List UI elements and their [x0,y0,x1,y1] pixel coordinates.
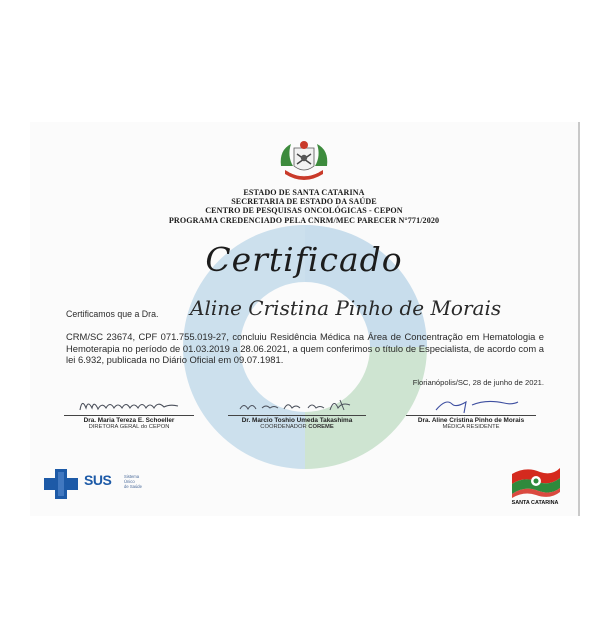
recipient-name: Aline Cristina Pinho de Morais [190,296,502,320]
sus-subtitle: Sistema Único de Saúde [124,474,142,489]
certify-intro: Certificamos que a Dra. [66,309,159,319]
sus-label: SUS [84,472,112,488]
place-date: Florianópolis/SC, 28 de junho de 2021. [412,378,544,387]
institution-header [30,188,578,225]
certificate-body: CRM/SC 23674, CPF 071.755.019-27, concluiu Residência Médica na Área de Concentração em Hematologia e Hemoterapia no período de 01.03.2019 a 28.06.2021, a quem conferimos o título de Especialista, de acordo com a lei 6.932, publicada no Diário Oficial em 09.07.1981. [66,331,544,366]
signature-name-3: Dra. Aline Cristina Pinho de Morais [417,417,525,424]
santa-catarina-flag-icon [506,464,564,500]
certificate-title: Certificado [205,240,403,279]
signature-name-1: Dra. Maria Tereza E. Schoeller [83,417,175,424]
sus-cross-icon [42,467,82,501]
signature-block-resident [406,396,536,430]
director-signature-icon [74,396,184,414]
santa-catarina-label: SANTA CATARINA [511,500,559,506]
coat-of-arms-icon [277,136,331,184]
sus-logo [42,467,152,501]
header-line-1: ESTADO DE SANTA CATARINA [243,188,365,197]
signature-role-2: COORDENADOR COREME [260,424,334,430]
signature-block-director [64,396,194,430]
header-line-2: SECRETARIA DE ESTADO DA SAÚDE [231,197,377,207]
resident-signature-icon [416,396,526,414]
coordinator-signature-icon [232,396,362,414]
santa-catarina-logo [506,464,564,508]
header-line-4: PROGRAMA CREDENCIADO PELA CNRM/MEC PARECER N°771/2020 [168,215,440,225]
header-line-3: CENTRO DE PESQUISAS ONCOLÓGICAS - CEPON [205,206,403,216]
signature-block-coordinator [228,396,366,430]
signature-role-3: MÉDICA RESIDENTE [442,424,500,430]
certificate-sheet [30,122,580,516]
signature-name-2: Dr. Marcio Toshio Umeda Takashima [241,417,353,424]
signature-role-1: DIRETORA GERAL do CEPON [88,424,170,430]
